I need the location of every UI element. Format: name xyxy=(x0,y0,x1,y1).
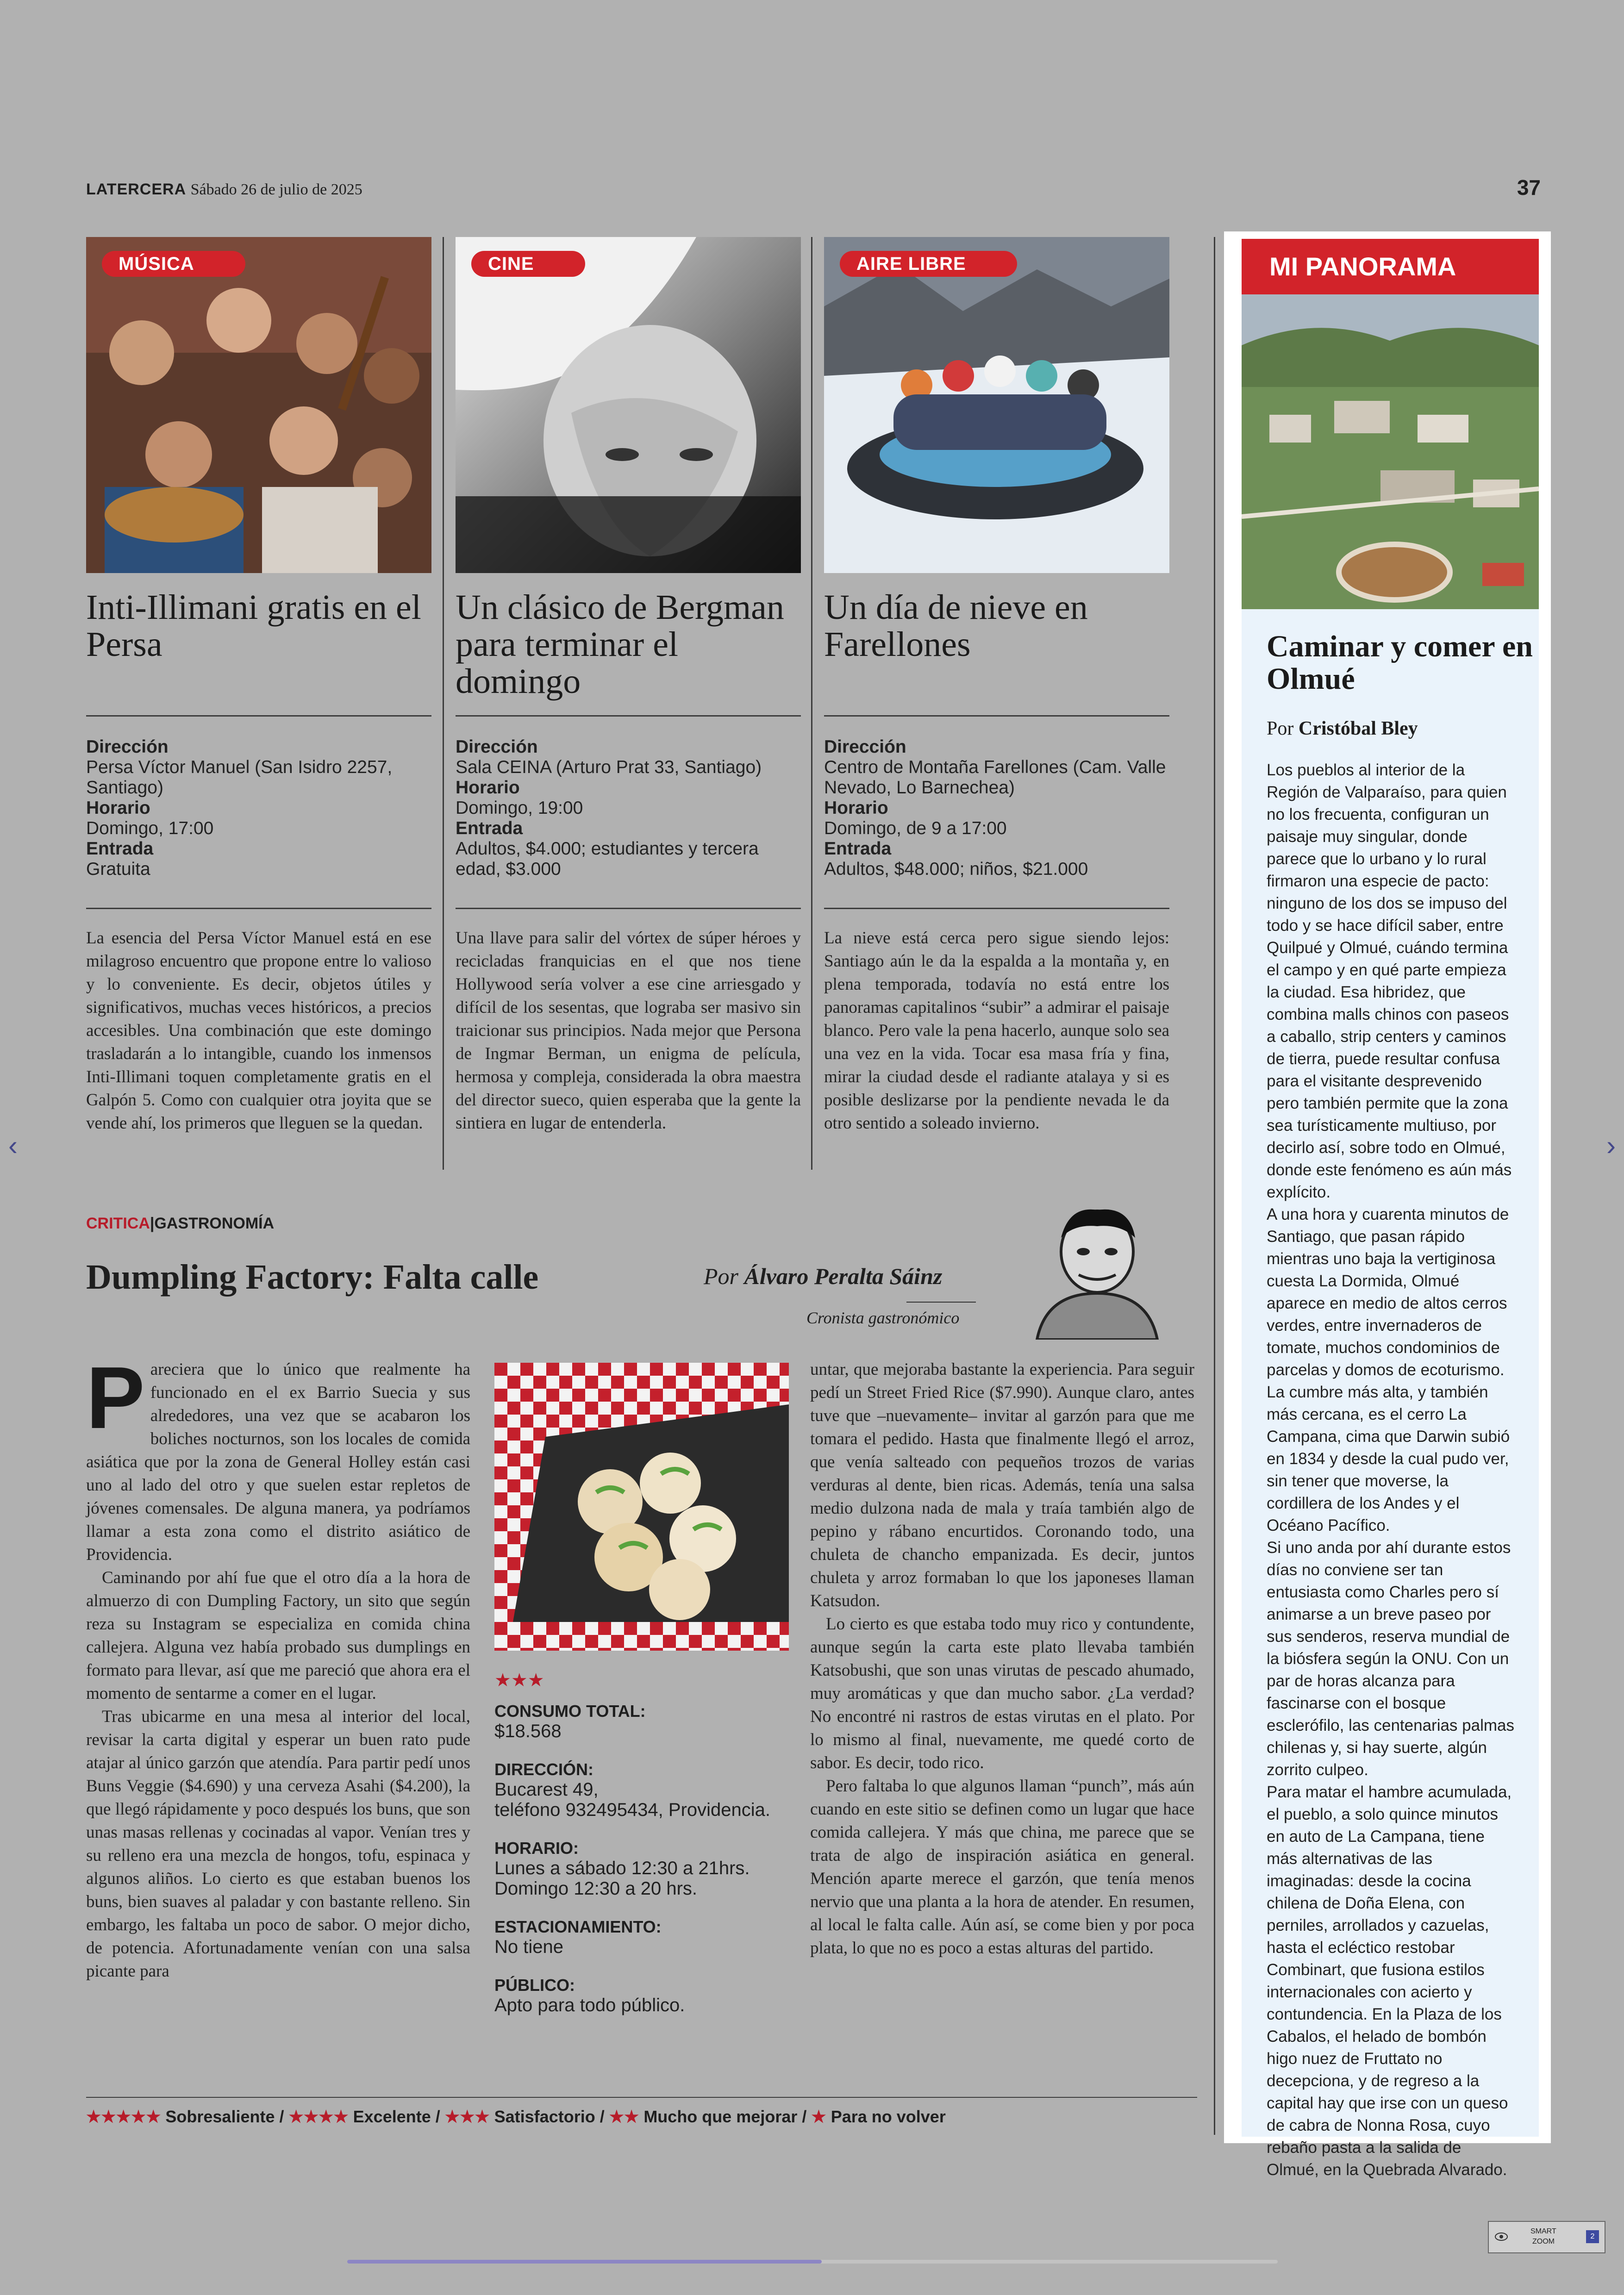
direccion-line-2: teléfono 932495434, Providencia. xyxy=(494,1800,771,1820)
legend-separator: / xyxy=(435,2107,440,2126)
byline-author: Álvaro Peralta Sáinz xyxy=(744,1263,943,1289)
legend-stars: ★★★★ xyxy=(288,2107,349,2126)
smart-zoom-button[interactable] xyxy=(1488,2221,1605,2253)
paragraph: Pero faltaba lo que algunos llaman “punch”, más aún cuando en este sitio se definen como un lugar que hace comida callejera. Y más que china, me parece que se trata de algo de inspiración asiática en general. Mención aparte merece el garzón, que tenía menos nervio que una planta a la hora de atender. En resumen, al local le falta calle. Aún así, se come bien y por poca plata, lo que no es poco a estas alturas del partido. xyxy=(810,1777,1194,1958)
category-tag-musica: MÚSICA xyxy=(102,251,245,277)
direccion-line-1: Bucarest 49, xyxy=(494,1779,599,1800)
paragraph: Lo cierto es que estaba todo muy rico y contundente, aunque según la carta este plato llevaba también Katsobushi, que son unas virutas de pescado ahumado, muy aromáticas y que dan mucho sabor. ¿La verdad? No encontré ni rastros de estas virutas en el plato. Por lo mismo al final, nuevamente, me quedé corto de sabor. Es decir, todo rico. xyxy=(810,1615,1194,1772)
review-column-3 xyxy=(810,1358,1194,1960)
sidebar-title: Caminar y comer en Olmué xyxy=(1267,630,1533,696)
title-cine: Un clásico de Bergman para terminar el domingo xyxy=(456,588,784,701)
sidebar-mi-panorama xyxy=(1224,231,1551,2179)
info-cine xyxy=(456,737,801,879)
kicker-critica: CRITICA xyxy=(86,1215,150,1232)
eye-icon xyxy=(1494,2232,1508,2241)
page-number: 37 xyxy=(1517,175,1541,200)
divider xyxy=(824,715,1169,717)
estacionamiento-value: No tiene xyxy=(494,1937,563,1957)
paragraph: Caminando por ahí fue que el otro día a la hora de almuerzo di con Dumpling Factory, un sito que según reza su Instagram se especializa en comida china callejera. Alguna vez había probado sus dumplings en formato para llevar, así que me pareció que ahora era el momento de sentarme a comer en el lugar. xyxy=(86,1568,470,1703)
publico-value: Apto para todo público. xyxy=(494,1995,685,2015)
portrait-illustration xyxy=(1028,1201,1167,1340)
divider xyxy=(456,715,801,717)
olmue-aerial-photo xyxy=(1242,294,1539,609)
entrada-label: Entrada xyxy=(86,839,154,859)
byline-rule xyxy=(906,1302,976,1303)
legend-separator: / xyxy=(600,2107,605,2126)
horario-value: Domingo, 19:00 xyxy=(456,798,583,818)
byline-por: Por xyxy=(704,1263,738,1289)
legend-divider xyxy=(86,2097,1197,2098)
chevron-left-icon: ‹ xyxy=(8,1130,18,1161)
consumo-label: CONSUMO TOTAL: xyxy=(494,1702,646,1721)
photo-cine xyxy=(456,237,801,573)
horario-line-2: Domingo 12:30 a 20 hrs. xyxy=(494,1878,698,1899)
paragraph: Para matar el hambre acumulada, el pueblo, a solo quince minutos en auto de La Campana, tiene más alternativas de las imaginadas: desde la cocina chilena de Doña Elena, con perniles, arrollados y cazuelas, hasta el ecléctico restobar Combinart, que fusiona estilos internacionales con acierto y contundencia. En la Plaza de los Cabalos, el helado de bombón higo nuez de Fruttato no decepciona, y de regreso a la capital hay que irse con un queso de cabra de Nonna Rosa, cuyo rebaño pasta a la salida de Olmué, en la Quebrada Alvarado. xyxy=(1267,1783,1512,2179)
paragraph: Si uno anda por ahí durante estos días no conviene ser tan entusiasta como Charles pero sí animarse a un breve paseo por sus senderos, reserva mundial de la biósfera según la ONU. Con un par de horas alcanza para fascinarse con el bosque esclerófilo, las centenarias palmas chilenas y, si hay suerte, algún zorrito culpeo. xyxy=(1267,1539,1514,1779)
info-musica xyxy=(86,737,431,879)
entrada-value: Adultos, $4.000; estudiantes y tercera edad, $3.000 xyxy=(456,839,759,879)
paragraph: untar, que mejoraba bastante la experiencia. Para seguir pedí un Street Fried Rice ($7.990). Aunque claro, antes tuve que –nuevamente– invitar al garzón para que me tomara el pedido. Hasta que finalmente llegó el arroz, que venía salteado con pequeños trozos de varias verduras al dente, bien ricas. Además, tenía una salsa medio dulzona nada de mala y traía también algo de pepino y rábano encurtidos. Coronando todo, una chuleta de chancho empanizada. Es decir, juntos chuleta y arroz formaban lo que los japoneses llaman Katsudon. xyxy=(810,1360,1194,1610)
body-musica xyxy=(86,927,431,1135)
sidebar-divider xyxy=(1214,237,1215,2135)
divider xyxy=(86,908,431,909)
legend-stars: ★★★★★ xyxy=(86,2107,161,2126)
zoom-badge: 2 xyxy=(1586,2230,1599,2243)
legend-label: Sobresaliente xyxy=(165,2107,275,2126)
publico-label: PÚBLICO: xyxy=(494,1976,575,1995)
photo-musica xyxy=(86,237,431,573)
film-still-illustration xyxy=(456,237,801,573)
paragraph: Tras ubicarme en una mesa al interior del local, revisar la carta digital y esperar un buen rato pude atajar al único garzón que atendía. Para partir pedí unos Buns Veggie ($4.690) y una cerveza Asahi ($4.200), la que llegó rápidamente y poco después los buns, que son unas masas rellenas y cocinadas al vapor. Venían tres y su relleno era una mezcla de hongos, tofu, espinaca y algunos aliños. Lo cierto es que estaban buenos los buns, bien suaves al paladar y con bastante relleno. Sin embargo, les faltaba un poco de sabor. O mejor dicho, de potencia. Afortunadamente venían con una salsa picante para xyxy=(86,1707,470,1981)
consumo-value: $18.568 xyxy=(494,1721,562,1741)
direccion-label: DIRECCIÓN: xyxy=(494,1760,593,1779)
category-tag-aire-libre: AIRE LIBRE xyxy=(840,251,1017,277)
review-byline xyxy=(704,1263,942,1290)
paragraph: La nieve está cerca pero sigue siendo lejos: Santiago aún le da la espalda a la montaña y, en plena temporada, todavía no está entre los panoramas capitalinos “subir” a admirar el paisaje blanco. Pero vale la pena hacerlo, aunque solo sea una vez en la vida. Tocar esa masa fría y fina, mirar la ciudad desde el radiante atalaya y si es posible deslizarse por la pendiente nevada le da otro sentido a soleado invierno. xyxy=(824,929,1169,1133)
body-cine xyxy=(456,927,801,1135)
legend-label: Para no volver xyxy=(831,2107,946,2126)
direccion-label: Dirección xyxy=(86,737,169,757)
paragraph: areciera que lo único que realmente ha funcionado en el ex Barrio Suecia y sus alrededores, una vez que se acabaron los boliches nocturnos, son los locales de comida asiática que por la zona de General Holley están casi uno al lado del otro y que suelen estar repletos de jóvenes comensales. De alguna manera, ya podríamos llamar a esta zona como el distrito asiático de Providencia. xyxy=(86,1360,470,1564)
column-divider xyxy=(443,237,444,1170)
sidebar-tag: MI PANORAMA xyxy=(1242,239,1539,294)
rating-stars: ★★★ xyxy=(494,1670,544,1690)
reading-progress-fill xyxy=(347,2260,822,2264)
horario-value: Domingo, de 9 a 17:00 xyxy=(824,818,1007,838)
kicker-gastronomia: GASTRONOMÍA xyxy=(154,1215,275,1232)
kicker-separator: | xyxy=(150,1215,155,1232)
direccion-label: Dirección xyxy=(456,737,538,757)
legend-separator: / xyxy=(279,2107,284,2126)
entrada-value: Gratuita xyxy=(86,859,150,879)
direccion-label: Dirección xyxy=(824,737,906,757)
legend-separator: / xyxy=(802,2107,807,2126)
entrada-value: Adultos, $48.000; niños, $21.000 xyxy=(824,859,1088,879)
legend-stars: ★★★ xyxy=(444,2107,490,2126)
entrada-label: Entrada xyxy=(824,839,892,859)
category-tag-cine: CINE xyxy=(471,251,585,277)
chevron-right-icon: › xyxy=(1606,1130,1616,1161)
paragraph: Los pueblos al interior de la Región de Valparaíso, para quien no los frecuenta, configuran un paisaje muy singular, donde parece que lo urbano y lo rural firmaron una especie de pacto: ninguno de los dos se impuso del todo y se hace difícil saber, entre Quilpué y Olmué, cuándo termina el campo y en qué parte empieza la ciudad. Esa hibridez, que combina malls chinos con paseos a caballo, strip centers y caminos de tierra, puede resultar confusa para el visitante desprevenido pero también permite que la zona sea turísticamente multiuso, por decirlo así, sobre todo en Olmué, donde este fenómeno es aún más explícito. xyxy=(1267,761,1512,1201)
page-header xyxy=(86,181,362,199)
byline-author: Cristóbal Bley xyxy=(1298,718,1418,739)
horario-value: Domingo, 17:00 xyxy=(86,818,214,838)
column-divider xyxy=(811,237,812,1170)
horario-label: Horario xyxy=(456,778,520,798)
prev-page-button[interactable] xyxy=(8,1129,18,1161)
legend-label: Satisfactorio xyxy=(494,2107,595,2126)
author-portrait xyxy=(1028,1201,1167,1340)
title-musica: Inti-Illimani gratis en el Persa xyxy=(86,588,421,664)
legend-label: Excelente xyxy=(353,2107,431,2126)
estacionamiento-label: ESTACIONAMIENTO: xyxy=(494,1917,662,1936)
review-title: Dumpling Factory: Falta calle xyxy=(86,1258,539,1297)
next-page-button[interactable] xyxy=(1606,1129,1616,1161)
legend-stars: ★ xyxy=(811,2107,826,2126)
legend-stars: ★★ xyxy=(609,2107,639,2126)
band-photo-illustration xyxy=(86,237,431,573)
newspaper-brand: LATERCERA xyxy=(86,181,187,198)
sidebar-body xyxy=(1267,759,1517,2181)
dropcap: P xyxy=(86,1349,145,1447)
paragraph: A una hora y cuarenta minutos de Santiago, que pasan rápido mientras uno baja la vertiginosa cuesta La Dormida, Olmué aparece en medio de altos cerros verdes, entre invernaderos de tomate, muchos condominios de parcelas y domos de ecoturismo. La cumbre más alta, y también más cercana, es el cerro La Campana, cima que Darwin subió en 1834 y desde la cual pudo ver, sin tener que moverse, la cordillera de los Andes y el Océano Pacífico. xyxy=(1267,1205,1510,1534)
entrada-label: Entrada xyxy=(456,818,523,838)
horario-label: Horario xyxy=(86,798,150,818)
issue-date: Sábado 26 de julio de 2025 xyxy=(190,181,362,198)
divider xyxy=(456,908,801,909)
divider xyxy=(86,715,431,717)
paragraph: La esencia del Persa Víctor Manuel está en ese milagroso encuentro que propone entre lo valioso y lo conveniente. Es decir, objetos útiles y significativos, muchas veces históricos, a precios accesibles. Una combinación que este domingo trasladarán a lo intangible, cuando los inmensos Inti-Illimani toquen completamente gratis en el Galpón 5. Como con cualquier otra joyita que se vende ahí, los primeros que lleguen se la quedan. xyxy=(86,929,431,1133)
sidebar-byline xyxy=(1267,717,1418,740)
section-kicker xyxy=(86,1215,274,1233)
reading-progress-track[interactable] xyxy=(347,2260,1278,2264)
photo-aire-libre xyxy=(824,237,1169,573)
dumplings-photo xyxy=(494,1363,789,1651)
rating-legend xyxy=(86,2107,946,2127)
info-aire-libre xyxy=(824,737,1169,879)
direccion-value: Persa Víctor Manuel (San Isidro 2257, Santiago) xyxy=(86,757,393,798)
title-aire-libre: Un día de nieve en Farellones xyxy=(824,588,1088,664)
horario-label: Horario xyxy=(824,798,888,818)
snow-tubing-illustration xyxy=(824,237,1169,573)
divider xyxy=(824,908,1169,909)
direccion-value: Centro de Montaña Farellones (Cam. Valle Nevado, Lo Barnechea) xyxy=(824,757,1166,798)
review-column-1 xyxy=(86,1349,470,1983)
horario-line-1: Lunes a sábado 12:30 a 21hrs. xyxy=(494,1858,750,1878)
body-aire-libre xyxy=(824,927,1169,1135)
aerial-town-illustration xyxy=(1242,294,1539,609)
horario-label: HORARIO: xyxy=(494,1839,579,1858)
review-facts xyxy=(494,1670,791,2015)
byline-por: Por xyxy=(1267,718,1294,739)
direccion-value: Sala CEINA (Arturo Prat 33, Santiago) xyxy=(456,757,762,777)
zoom-label-1: SMART xyxy=(1530,2227,1556,2235)
legend-label: Mucho que mejorar xyxy=(643,2107,798,2126)
dumplings-illustration xyxy=(494,1363,789,1651)
byline-role: Cronista gastronómico xyxy=(806,1309,960,1327)
paragraph: Una llave para salir del vórtex de súper héroes y recicladas franquicias en el que nos tiene Hollywood sería volver a ese cine arriesgado y difícil de los sesentas, que lograba ser masivo sin traicionar sus principios. Nada mejor que Persona de Ingmar Berman, un enigma de película, hermosa y compleja, considerada la obra maestra del director sueco, quien esperaba que la gente la sintiera en lugar de entenderla. xyxy=(456,929,801,1133)
zoom-label-2: ZOOM xyxy=(1532,2238,1555,2245)
